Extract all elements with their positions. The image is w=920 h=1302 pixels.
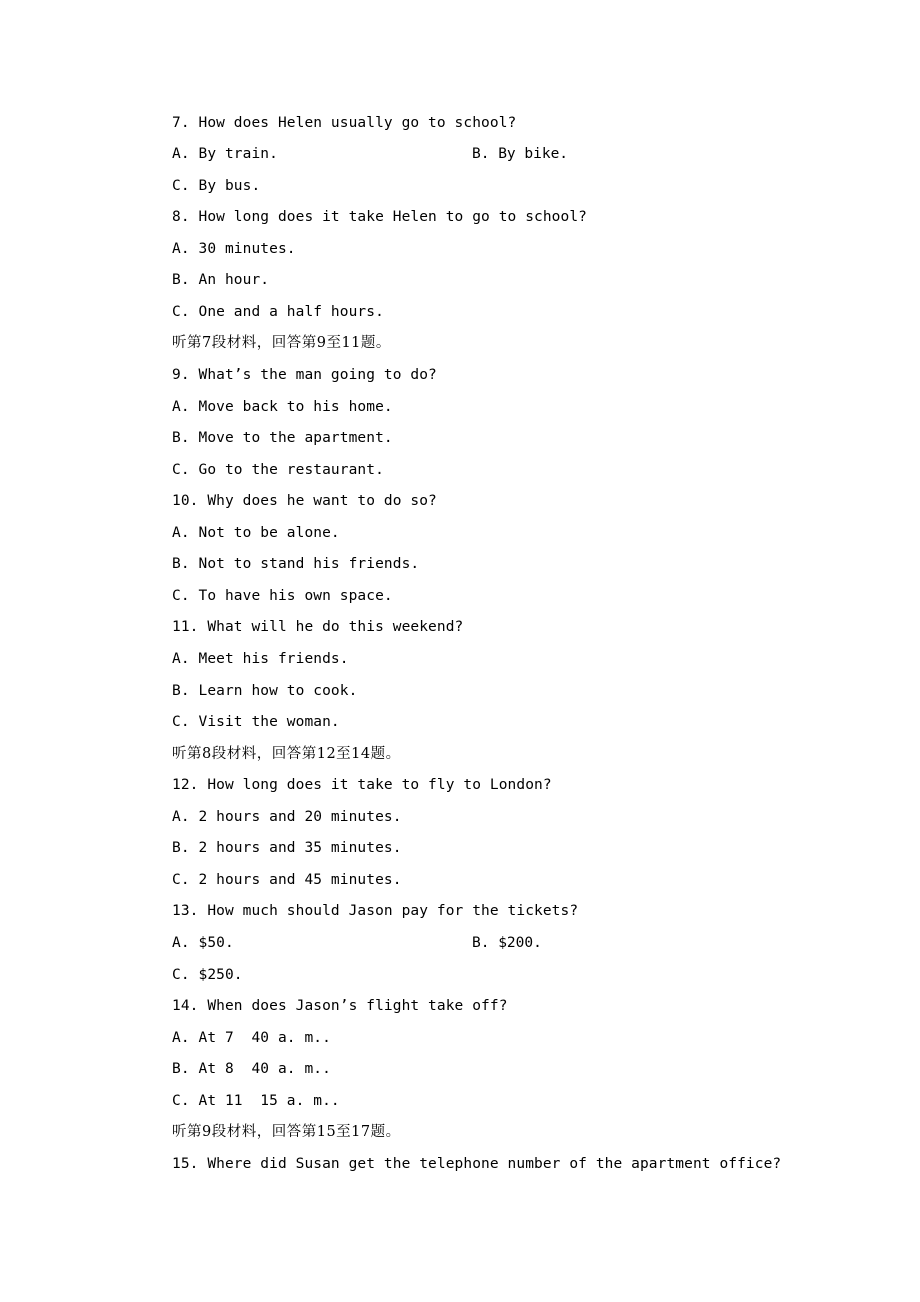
q9-option-b: B. Move to the apartment. bbox=[172, 430, 393, 446]
q12-option-a: A. 2 hours and 20 minutes. bbox=[172, 809, 402, 825]
q14-option-b: B. At 8 40 a. m.. bbox=[172, 1061, 331, 1077]
q9-option-a: A. Move back to his home. bbox=[172, 399, 393, 415]
q14-option-c: C. At 11 15 a. m.. bbox=[172, 1093, 340, 1109]
q13-option-a: A. $50. bbox=[172, 935, 234, 951]
question-7: 7. How does Helen usually go to school? bbox=[172, 115, 517, 131]
q13-option-b: B. $200. bbox=[472, 935, 542, 951]
section-heading-7: 听第7段材料，回答第9至11题。 bbox=[172, 335, 391, 351]
question-12: 12. How long does it take to fly to London? bbox=[172, 777, 552, 793]
q14-option-a: A. At 7 40 a. m.. bbox=[172, 1030, 331, 1046]
q12-option-c: C. 2 hours and 45 minutes. bbox=[172, 872, 402, 888]
q7-option-c: C. By bus. bbox=[172, 178, 261, 194]
q11-option-c: C. Visit the woman. bbox=[172, 714, 340, 730]
q8-option-a: A. 30 minutes. bbox=[172, 241, 296, 257]
question-9: 9. What’s the man going to do? bbox=[172, 367, 437, 383]
q12-option-b: B. 2 hours and 35 minutes. bbox=[172, 840, 402, 856]
q13-option-c: C. $250. bbox=[172, 967, 243, 983]
section-heading-9: 听第9段材料，回答第15至17题。 bbox=[172, 1124, 401, 1140]
question-10: 10. Why does he want to do so? bbox=[172, 493, 437, 509]
q7-option-b: B. By bike. bbox=[472, 146, 569, 162]
q10-option-c: C. To have his own space. bbox=[172, 588, 393, 604]
q10-option-a: A. Not to be alone. bbox=[172, 525, 340, 541]
question-14: 14. When does Jason’s flight take off? bbox=[172, 998, 508, 1014]
question-11: 11. What will he do this weekend? bbox=[172, 619, 464, 635]
q9-option-c: C. Go to the restaurant. bbox=[172, 462, 384, 478]
q10-option-b: B. Not to stand his friends. bbox=[172, 556, 420, 572]
question-15: 15. Where did Susan get the telephone number of the apartment office? bbox=[172, 1156, 782, 1172]
q11-option-a: A. Meet his friends. bbox=[172, 651, 349, 667]
q11-option-b: B. Learn how to cook. bbox=[172, 683, 358, 699]
question-8: 8. How long does it take Helen to go to school? bbox=[172, 209, 587, 225]
q7-option-a: A. By train. bbox=[172, 146, 278, 162]
q8-option-b: B. An hour. bbox=[172, 272, 270, 288]
question-13: 13. How much should Jason pay for the tickets? bbox=[172, 903, 579, 919]
q8-option-c: C. One and a half hours. bbox=[172, 304, 384, 320]
section-heading-8: 听第8段材料，回答第12至14题。 bbox=[172, 746, 401, 762]
